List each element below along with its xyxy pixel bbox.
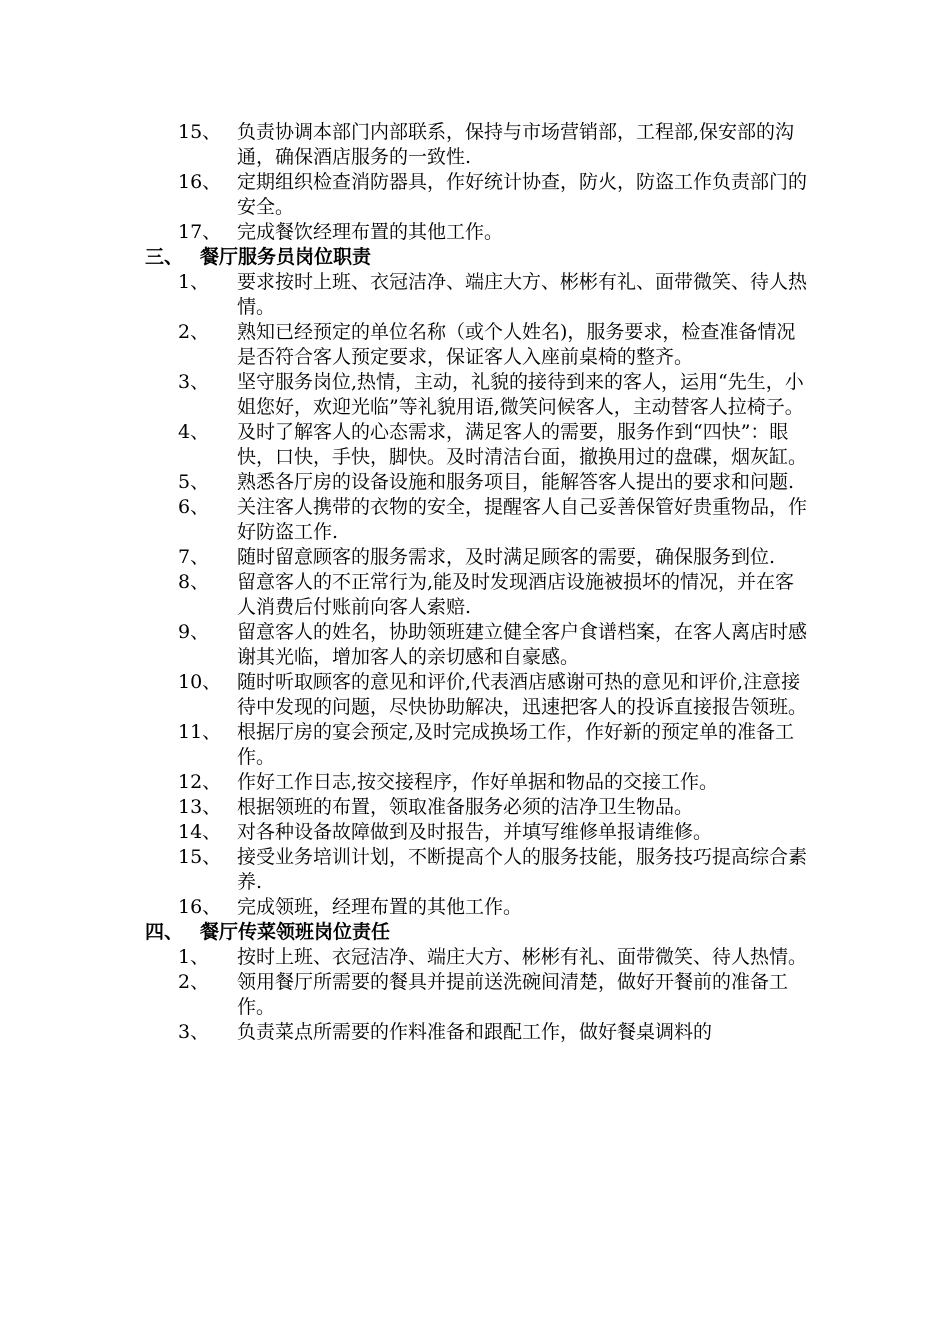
item-number: 15、 bbox=[178, 846, 222, 868]
section-heading bbox=[0, 920, 950, 945]
list-item bbox=[0, 820, 809, 845]
item-number: 11、 bbox=[178, 721, 222, 743]
item-number: 12、 bbox=[178, 771, 222, 793]
item-text: 接受业务培训计划，不断提高个人的服务技能，服务技巧提高综合素养. bbox=[237, 846, 808, 893]
item-text: 完成餐饮经理布置的其他工作。 bbox=[237, 221, 504, 243]
item-text: 按时上班、衣冠洁净、端庄大方、彬彬有礼、面带微笑、待人热情。 bbox=[237, 946, 808, 968]
item-text: 作好工作日志,按交接程序，作好单据和物品的交接工作。 bbox=[237, 771, 719, 793]
list-item bbox=[0, 270, 809, 320]
item-number: 3、 bbox=[178, 371, 210, 393]
item-number: 13、 bbox=[178, 796, 222, 818]
section-heading bbox=[0, 245, 950, 270]
item-text: 根据领班的布置，领取准备服务必须的洁净卫生物品。 bbox=[237, 796, 694, 818]
item-text: 留意客人的不正常行为,能及时发现酒店设施被损坏的情况，并在客人消费后付账前向客人索赔. bbox=[237, 571, 795, 618]
item-text: 负责协调本部门内部联系，保持与市场营销部，工程部,保安部的沟通，确保酒店服务的一致性. bbox=[237, 121, 795, 168]
list-item bbox=[0, 495, 809, 545]
item-text: 对各种设备故障做到及时报告，并填写维修单报请维修。 bbox=[237, 821, 713, 843]
item-text: 随时听取顾客的意见和评价,代表酒店感谢可热的意见和评价,注意接待中发现的问题，尽快协助解决，迅速把客人的投诉直接报告领班。 bbox=[237, 671, 808, 718]
item-text: 负责菜点所需要的作料准备和跟配工作，做好餐桌调料的 bbox=[237, 1021, 713, 1043]
list-item bbox=[0, 120, 809, 170]
item-number: 1、 bbox=[178, 271, 210, 293]
list-item bbox=[0, 370, 809, 420]
item-number: 16、 bbox=[178, 896, 222, 918]
item-number: 16、 bbox=[178, 171, 222, 193]
list-item bbox=[0, 945, 809, 970]
list-item bbox=[0, 795, 809, 820]
item-text: 定期组织检查消防器具，作好统计协查，防火，防盗工作负责部门的安全。 bbox=[237, 171, 808, 218]
item-number: 2、 bbox=[178, 321, 210, 343]
item-number: 4、 bbox=[178, 421, 210, 443]
item-number: 8、 bbox=[178, 571, 210, 593]
item-number: 2、 bbox=[178, 971, 210, 993]
item-number: 1、 bbox=[178, 946, 210, 968]
list-item bbox=[0, 620, 809, 670]
item-text: 留意客人的姓名，协助领班建立健全客户食谱档案，在客人离店时感谢其光临，增加客人的亲切感和自豪感。 bbox=[237, 621, 808, 668]
item-text: 根据厅房的宴会预定,及时完成换场工作，作好新的预定单的准备工作。 bbox=[237, 721, 795, 768]
list-item bbox=[0, 420, 809, 470]
list-item bbox=[0, 1020, 809, 1045]
list-item bbox=[0, 895, 809, 920]
list-item bbox=[0, 470, 809, 495]
item-text: 领用餐厅所需要的餐具并提前送洗碗间清楚，做好开餐前的准备工作。 bbox=[237, 971, 789, 1018]
item-text: 关注客人携带的衣物的安全，提醒客人自己妥善保管好贵重物品，作好防盗工作. bbox=[237, 496, 808, 543]
list-item bbox=[0, 570, 809, 620]
item-text: 完成领班，经理布置的其他工作。 bbox=[237, 896, 523, 918]
section-title: 餐厅传菜领班岗位责任 bbox=[200, 921, 391, 943]
list-item bbox=[0, 170, 809, 220]
list-item bbox=[0, 720, 809, 770]
item-text: 随时留意顾客的服务需求，及时满足顾客的需要，确保服务到位. bbox=[237, 546, 776, 568]
section-title: 餐厅服务员岗位职责 bbox=[200, 246, 372, 268]
list-item bbox=[0, 670, 809, 720]
item-text: 熟悉各厅房的设备设施和服务项目，能解答客人提出的要求和问题. bbox=[237, 471, 795, 493]
item-number: 7、 bbox=[178, 546, 210, 568]
list-item bbox=[0, 845, 809, 895]
item-number: 9、 bbox=[178, 621, 210, 643]
item-number: 6、 bbox=[178, 496, 210, 518]
list-item bbox=[0, 970, 809, 1020]
list-item bbox=[0, 320, 809, 370]
item-number: 15、 bbox=[178, 121, 222, 143]
list-item bbox=[0, 770, 809, 795]
section-number: 四、 bbox=[145, 921, 184, 943]
section-number: 三、 bbox=[145, 246, 184, 268]
item-number: 3、 bbox=[178, 1021, 210, 1043]
item-number: 5、 bbox=[178, 471, 210, 493]
document-body bbox=[0, 120, 950, 1045]
item-text: 坚守服务岗位,热情，主动，礼貌的接待到来的客人，运用“先生，小姐您好，欢迎光临”等礼貌用语,微笑问候客人，主动替客人拉椅子。 bbox=[237, 371, 804, 418]
item-text: 熟知已经预定的单位名称（或个人姓名)，服务要求，检查准备情况是否符合客人预定要求，保证客人入座前桌椅的整齐。 bbox=[237, 321, 796, 368]
list-item bbox=[0, 220, 809, 245]
item-text: 要求按时上班、衣冠洁净、端庄大方、彬彬有礼、面带微笑、待人热情。 bbox=[237, 271, 808, 318]
item-number: 17、 bbox=[178, 221, 222, 243]
item-text: 及时了解客人的心态需求，满足客人的需要，服务作到“四快”：眼快，口快，手快，脚快。及时清洁台面，撤换用过的盘碟，烟灰缸。 bbox=[237, 421, 808, 468]
item-number: 14、 bbox=[178, 821, 222, 843]
item-number: 10、 bbox=[178, 671, 222, 693]
list-item bbox=[0, 545, 809, 570]
